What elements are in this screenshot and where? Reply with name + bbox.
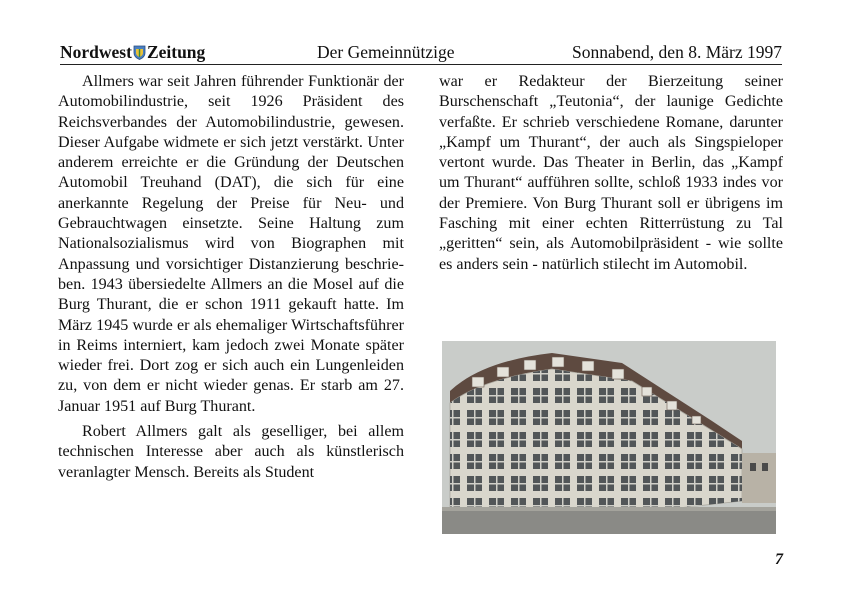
header-rule [60, 64, 782, 65]
newspaper-crest-icon [133, 45, 146, 60]
page-number: 7 [775, 551, 783, 568]
building-photo [442, 341, 776, 534]
street [442, 509, 776, 534]
text-column-right [439, 72, 783, 275]
page-header [60, 42, 782, 64]
left-paragraph-1: Allmers war seit Jahren führender Funktionär der Automobilindustrie, seit 1926 Präsident des Reichsverbandes der Automobilindustrie, gewesen. Dieser Aufgabe widmete er sich jetzt verstärkt. Unter anderem erreichte er die Gründung der Deutschen Automobil Treuhand (DAT), die sich für eine anerkannte Regelung der Preise für Neu- und Gebrauchtwagen einsetzte. Seine Haltung zum Nationalsozialismus wird von Biographen mit Anpassung und vorsichtiger Distanzierung beschrieben. 1943 übersiedelte Allmers an die Mosel auf die Burg Thurant, die er schon 1911 gekauft hatte. Im März 1945 wurde er als ehemaliger Wirtschaftsführer in Reims interniert, kam jedoch zwei Monate später wieder frei. Dort zog er sich auch ein Lungenleiden zu, von dem er nicht wieder genas. Er starb am 27. Januar 1951 auf Burg Thurant. [58, 73, 404, 415]
text-column-left [58, 72, 404, 483]
side-building [742, 453, 776, 503]
building-illustration [442, 341, 776, 534]
left-paragraph-2: Robert Allmers galt als geselliger, bei allem technischen Interesse aber auch als künstlerisch veranlagter Mensch. Bereits als Student [58, 423, 404, 481]
issue-date: Sonnabend, den 8. März 1997 [572, 42, 782, 62]
section-title: Der Gemeinnützige [317, 42, 455, 62]
newspaper-name: Nordwest Zeitung [60, 42, 206, 62]
right-paragraph-1: war er Redakteur der Bierzeitung seiner Burschenschaft „Teutonia“, der launige Gedichte verfaßte. Er schrieb verschiedene Romane, darunter „Kampf um Thurant“, der auch als Singspieloper vertont wurde. Das Theater in Berlin, das „Kampf um Thurant“ aufführen sollte, schloß 1933 indes vor der Premiere. Von Burg Thurant soll er übrigens im Fasching mit einer echten Ritterrüstung zu Tal „geritten“ sein, als Automobilpräsident - wie sollte es anders sein - natürlich stilecht im Automobil. [439, 73, 783, 273]
